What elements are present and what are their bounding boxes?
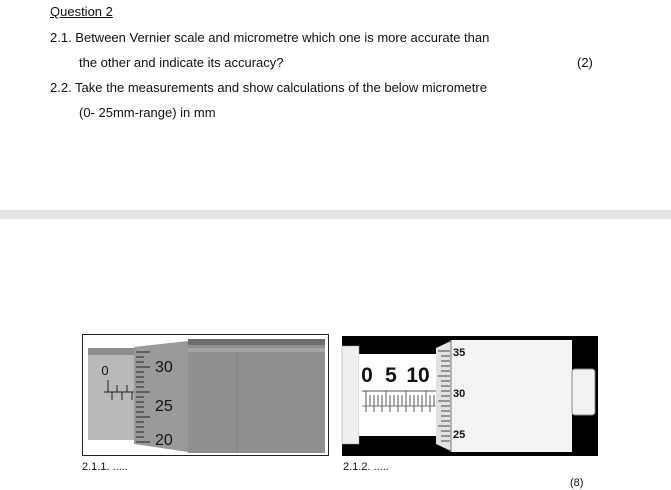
- thimble-number-bottom: 20: [155, 432, 173, 449]
- sleeve-number-10: 10: [406, 364, 430, 387]
- micrometer-figure-1: [82, 334, 329, 456]
- figure-1-caption: 2.1.1. .....: [82, 461, 128, 473]
- question-2-1-marks: (2): [577, 55, 593, 70]
- sleeve-number-5: 5: [385, 364, 397, 387]
- sleeve-number: 0: [101, 363, 109, 378]
- figure-2-caption: 2.1.2. .....: [343, 461, 389, 473]
- thimble-number-middle: 25: [155, 398, 173, 415]
- micrometer-figure-2: [342, 336, 598, 456]
- page-divider: [0, 210, 671, 219]
- thimble-number-35: 35: [453, 347, 466, 359]
- question-2-1-line-1: 2.1. Between Vernier scale and micrometre which one is more accurate than: [50, 30, 490, 45]
- marks-partial: (8): [570, 477, 584, 489]
- marks-partial-clip: [570, 476, 592, 489]
- question-2-2-line-2: (0- 25mm-range) in mm: [79, 105, 216, 120]
- thimble-number-25: 25: [453, 429, 466, 441]
- question-2-1-line-2: the other and indicate its accuracy?: [79, 55, 284, 70]
- thimble-number-top: 30: [155, 359, 173, 376]
- question-2-2-line-1: 2.2. Take the measurements and show calculations of the below micrometre: [50, 80, 487, 95]
- sleeve-number-0: 0: [361, 364, 373, 387]
- thimble-number-30: 30: [453, 388, 466, 400]
- question-heading: Question 2: [50, 4, 113, 19]
